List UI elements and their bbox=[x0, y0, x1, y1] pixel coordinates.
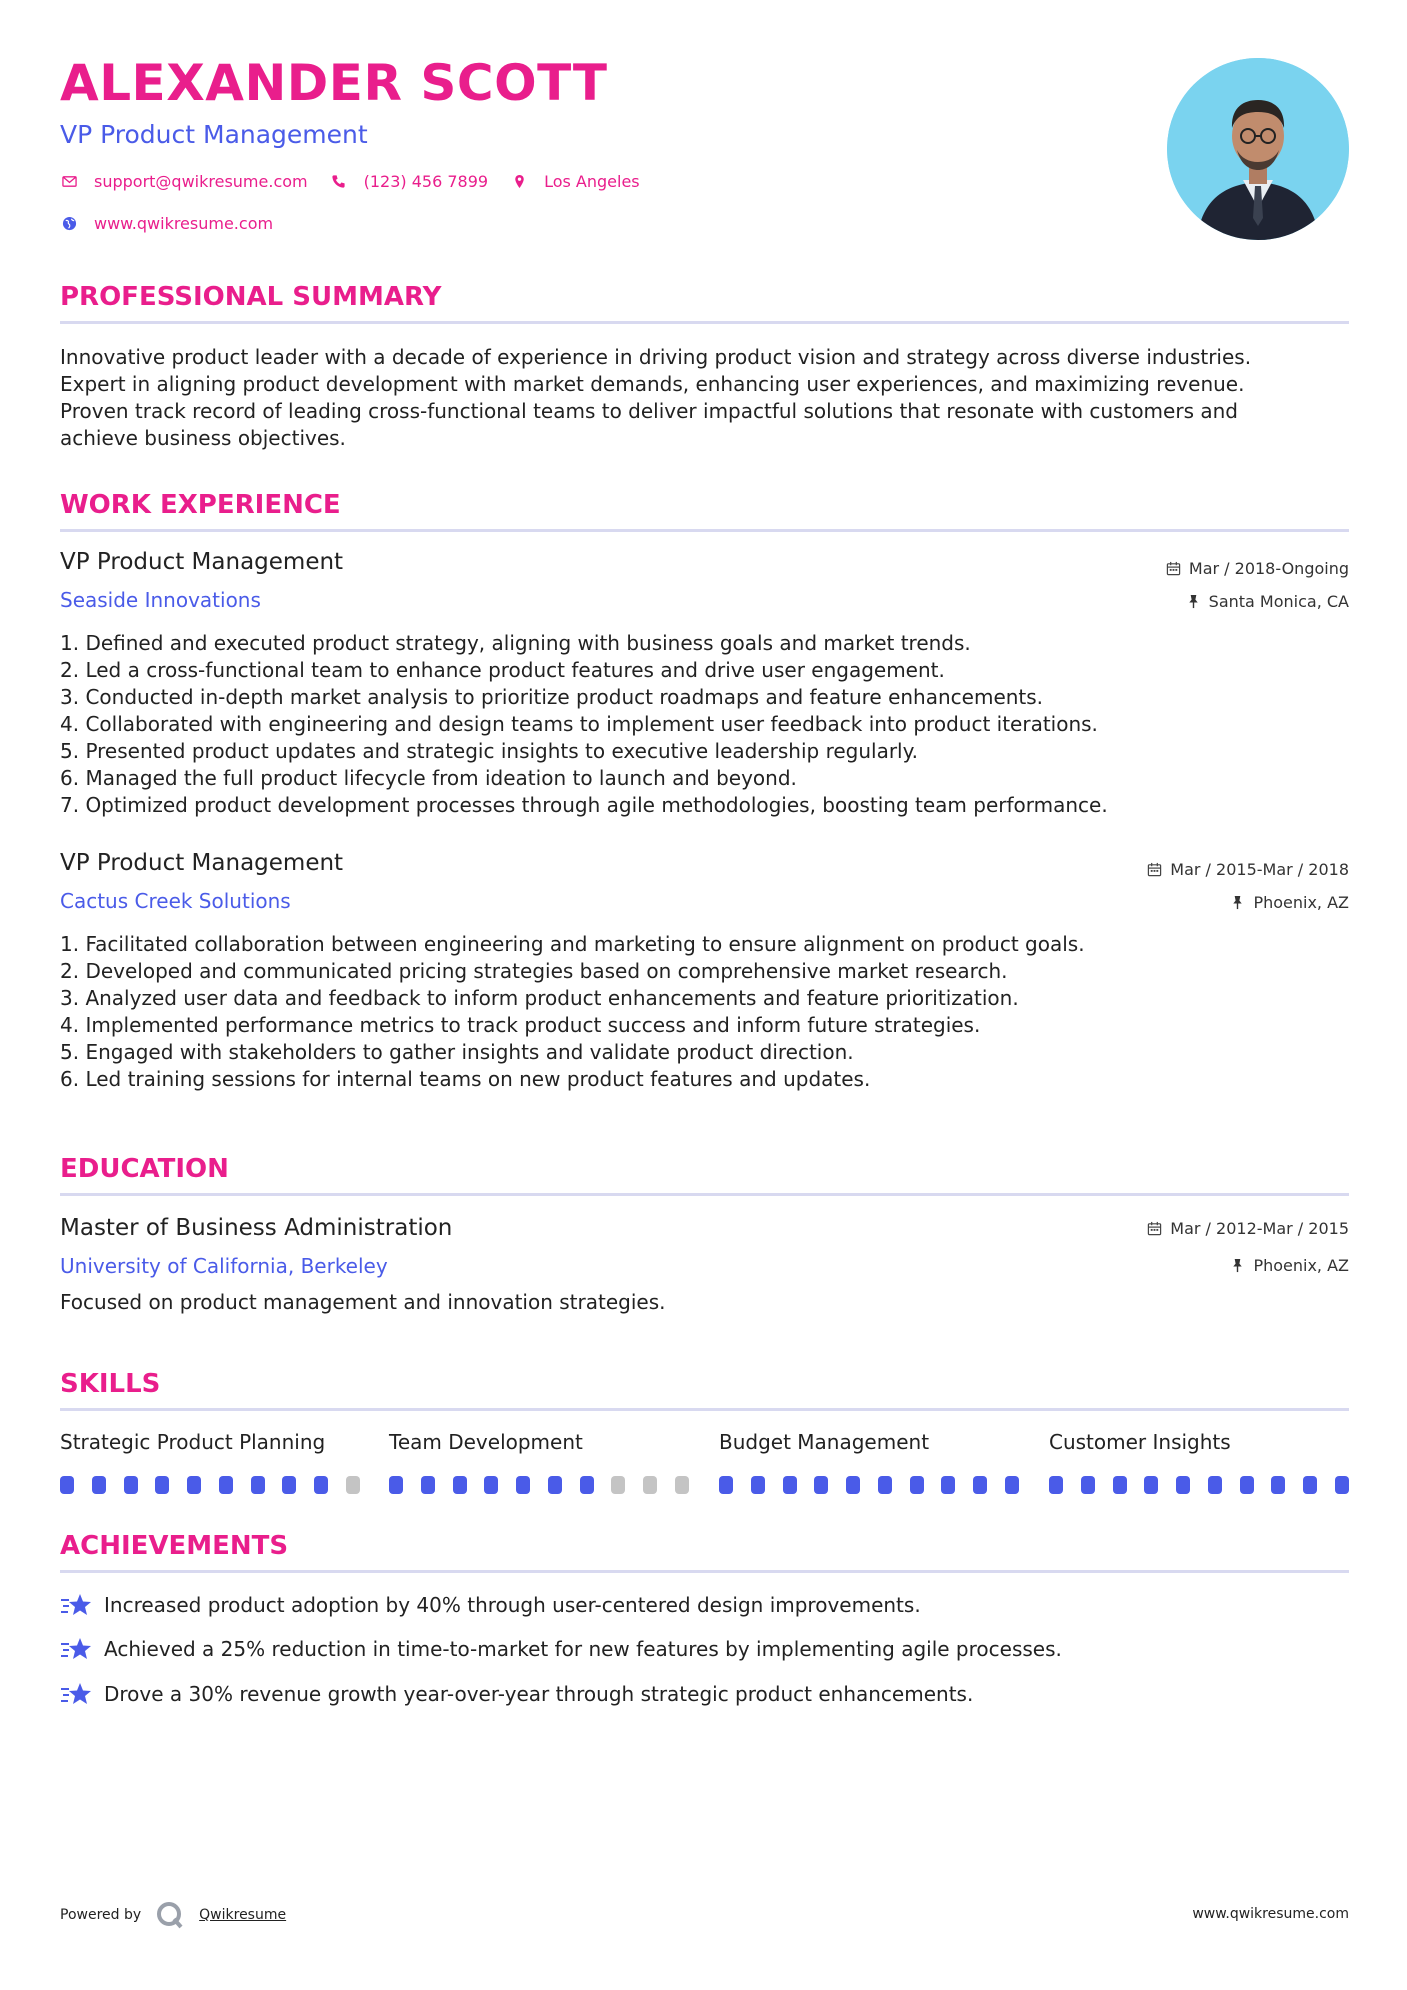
skill-dot-filled bbox=[1049, 1476, 1063, 1494]
education-location-text: Phoenix, AZ bbox=[1253, 1256, 1349, 1275]
achievement-text: Increased product adoption by 40% through user-centered design improvements. bbox=[104, 1593, 921, 1617]
website-row bbox=[60, 214, 295, 233]
education-location bbox=[1230, 1256, 1349, 1275]
calendar-icon bbox=[1166, 561, 1181, 576]
email-text: support@qwikresume.com bbox=[94, 172, 308, 191]
job-location-text: Phoenix, AZ bbox=[1253, 893, 1349, 912]
skill-dot-filled bbox=[1005, 1476, 1019, 1494]
skill-dot-filled bbox=[814, 1476, 828, 1494]
candidate-name: ALEXANDER SCOTT bbox=[60, 54, 608, 112]
calendar-icon bbox=[1147, 1221, 1162, 1236]
summary-divider bbox=[60, 321, 1349, 324]
summary-line: Innovative product leader with a decade of experience in driving product vision and strategy across diverse industries. bbox=[60, 345, 1252, 369]
phone-icon bbox=[330, 173, 348, 191]
skill-dot-empty bbox=[675, 1476, 689, 1494]
job-company: Seaside Innovations bbox=[60, 588, 261, 612]
skill-name: Strategic Product Planning bbox=[60, 1430, 326, 1454]
achievements-heading: ACHIEVEMENTS bbox=[60, 1531, 289, 1561]
skill-dot-filled bbox=[1208, 1476, 1222, 1494]
job-bullet: 6. Managed the full product lifecycle from ideation to launch and beyond. bbox=[60, 766, 797, 790]
skill-dot-filled bbox=[1303, 1476, 1317, 1494]
achievement-item bbox=[60, 1681, 973, 1707]
skill-dot-filled bbox=[389, 1476, 403, 1494]
footer-website[interactable]: www.qwikresume.com bbox=[1192, 1906, 1349, 1922]
skill-item bbox=[719, 1430, 1019, 1494]
skill-dot-filled bbox=[453, 1476, 467, 1494]
summary-text bbox=[60, 344, 1349, 452]
skill-item bbox=[60, 1430, 360, 1494]
skill-dot-empty bbox=[611, 1476, 625, 1494]
map-pin-icon bbox=[510, 173, 528, 191]
job-dates-text: Mar / 2015-Mar / 2018 bbox=[1170, 860, 1349, 879]
school-name: University of California, Berkeley bbox=[60, 1254, 388, 1278]
skill-dot-filled bbox=[282, 1476, 296, 1494]
skill-dot-filled bbox=[580, 1476, 594, 1494]
calendar-icon bbox=[1147, 862, 1162, 877]
skill-dot-filled bbox=[1335, 1476, 1349, 1494]
achievement-text: Achieved a 25% reduction in time-to-market for new features by implementing agile processes. bbox=[104, 1637, 1062, 1661]
job-dates-text: Mar / 2018-Ongoing bbox=[1188, 559, 1349, 578]
skill-rating bbox=[719, 1476, 1019, 1494]
summary-line: Expert in aligning product development with market demands, enhancing user experiences, and maximizing revenue. bbox=[60, 372, 1245, 396]
pushpin-icon bbox=[1230, 895, 1245, 910]
skill-dot-filled bbox=[1113, 1476, 1127, 1494]
powered-by-label: Powered by bbox=[60, 1907, 142, 1923]
skills-divider bbox=[60, 1408, 1349, 1411]
skill-dot-filled bbox=[751, 1476, 765, 1494]
envelope-icon bbox=[60, 173, 78, 191]
star-icon bbox=[60, 1681, 92, 1707]
skill-name: Budget Management bbox=[719, 1430, 930, 1454]
summary-line: Proven track record of leading cross-functional teams to deliver impactful solutions that resonate with customers and bbox=[60, 399, 1238, 423]
skill-dot-filled bbox=[219, 1476, 233, 1494]
brand-link[interactable]: Qwikresume bbox=[199, 1907, 287, 1923]
candidate-role: VP Product Management bbox=[60, 120, 368, 149]
location-text: Los Angeles bbox=[544, 172, 640, 191]
skill-dot-filled bbox=[1144, 1476, 1158, 1494]
skill-dot-filled bbox=[516, 1476, 530, 1494]
education-dates-text: Mar / 2012-Mar / 2015 bbox=[1170, 1219, 1349, 1238]
achievement-item bbox=[60, 1636, 1062, 1662]
education-divider bbox=[60, 1193, 1349, 1196]
job-bullet: 2. Led a cross-functional team to enhance product features and drive user engagement. bbox=[60, 658, 945, 682]
achievement-item bbox=[60, 1592, 921, 1618]
job-company: Cactus Creek Solutions bbox=[60, 889, 291, 913]
job-title: VP Product Management bbox=[60, 850, 344, 876]
achievement-text: Drove a 30% revenue growth year-over-year through strategic product enhancements. bbox=[104, 1682, 974, 1706]
job-dates bbox=[1147, 860, 1349, 879]
star-icon bbox=[60, 1592, 92, 1618]
skill-dot-filled bbox=[1240, 1476, 1254, 1494]
job-bullets bbox=[60, 931, 1349, 1093]
job-bullet: 1. Defined and executed product strategy, aligning with business goals and market trends. bbox=[60, 631, 971, 655]
skill-dot-filled bbox=[941, 1476, 955, 1494]
location-item bbox=[510, 172, 640, 191]
phone-item[interactable] bbox=[330, 172, 488, 191]
pushpin-icon bbox=[1230, 1258, 1245, 1273]
skill-name: Customer Insights bbox=[1049, 1430, 1231, 1454]
job-bullet: 3. Conducted in-depth market analysis to prioritize product roadmaps and feature enhancements. bbox=[60, 685, 1044, 709]
skill-item bbox=[389, 1430, 689, 1494]
skill-dot-filled bbox=[155, 1476, 169, 1494]
skill-rating bbox=[1049, 1476, 1349, 1494]
education-heading: EDUCATION bbox=[60, 1154, 229, 1184]
globe-icon bbox=[60, 215, 78, 233]
achievements-divider bbox=[60, 1570, 1349, 1573]
pushpin-icon bbox=[1186, 594, 1201, 609]
job-bullet: 6. Led training sessions for internal teams on new product features and updates. bbox=[60, 1067, 871, 1091]
skill-dot-filled bbox=[314, 1476, 328, 1494]
contact-row bbox=[60, 172, 662, 191]
education-description: Focused on product management and innovation strategies. bbox=[60, 1290, 666, 1314]
summary-line: achieve business objectives. bbox=[60, 426, 346, 450]
skill-dot-filled bbox=[1271, 1476, 1285, 1494]
summary-heading: PROFESSIONAL SUMMARY bbox=[60, 282, 442, 312]
experience-divider bbox=[60, 529, 1349, 532]
skill-item bbox=[1049, 1430, 1349, 1494]
job-bullet: 4. Implemented performance metrics to track product success and inform future strategies. bbox=[60, 1013, 981, 1037]
job-bullet: 1. Facilitated collaboration between engineering and marketing to ensure alignment on product goals. bbox=[60, 932, 1085, 956]
job-location-text: Santa Monica, CA bbox=[1208, 592, 1349, 611]
website-text: www.qwikresume.com bbox=[94, 214, 274, 233]
skill-dot-filled bbox=[1081, 1476, 1095, 1494]
skill-dot-filled bbox=[783, 1476, 797, 1494]
skill-dot-filled bbox=[92, 1476, 106, 1494]
skill-dot-filled bbox=[1176, 1476, 1190, 1494]
job-location bbox=[1186, 592, 1349, 611]
skill-rating bbox=[389, 1476, 689, 1494]
job-bullet: 4. Collaborated with engineering and design teams to implement user feedback into product iterations. bbox=[60, 712, 1098, 736]
email-item[interactable] bbox=[60, 172, 308, 191]
degree-title: Master of Business Administration bbox=[60, 1215, 453, 1241]
skill-dot-filled bbox=[124, 1476, 138, 1494]
phone-text: (123) 456 7899 bbox=[363, 172, 489, 191]
job-bullet: 5. Engaged with stakeholders to gather insights and validate product direction. bbox=[60, 1040, 854, 1064]
skill-dot-filled bbox=[846, 1476, 860, 1494]
job-bullets bbox=[60, 630, 1349, 819]
resume-page bbox=[60, 0, 1349, 1990]
education-dates bbox=[1147, 1219, 1349, 1238]
skill-dot-filled bbox=[251, 1476, 265, 1494]
skill-dot-filled bbox=[60, 1476, 74, 1494]
skill-dot-filled bbox=[548, 1476, 562, 1494]
job-title: VP Product Management bbox=[60, 549, 344, 575]
website-item[interactable] bbox=[60, 214, 273, 233]
profile-photo-illustration bbox=[1167, 58, 1349, 240]
job-bullet: 5. Presented product updates and strategic insights to executive leadership regularly. bbox=[60, 739, 918, 763]
job-bullet: 7. Optimized product development processes through agile methodologies, boosting team performance. bbox=[60, 793, 1108, 817]
job-dates bbox=[1166, 559, 1349, 578]
skill-dot-filled bbox=[878, 1476, 892, 1494]
skill-dot-filled bbox=[484, 1476, 498, 1494]
skill-dot-filled bbox=[187, 1476, 201, 1494]
job-location bbox=[1230, 893, 1349, 912]
skill-dot-empty bbox=[346, 1476, 360, 1494]
skills-heading: SKILLS bbox=[60, 1369, 161, 1399]
experience-heading: WORK EXPERIENCE bbox=[60, 490, 341, 520]
job-bullet: 3. Analyzed user data and feedback to inform product enhancements and feature prioritization. bbox=[60, 986, 1019, 1010]
star-icon bbox=[60, 1636, 92, 1662]
skill-dot-filled bbox=[910, 1476, 924, 1494]
skill-name: Team Development bbox=[389, 1430, 583, 1454]
skill-dot-filled bbox=[973, 1476, 987, 1494]
footer-powered-by bbox=[60, 1900, 286, 1930]
profile-photo bbox=[1167, 58, 1349, 240]
skill-dot-filled bbox=[421, 1476, 435, 1494]
skill-dot-empty bbox=[643, 1476, 657, 1494]
skill-rating bbox=[60, 1476, 360, 1494]
skill-dot-filled bbox=[719, 1476, 733, 1494]
qwikresume-logo-icon bbox=[155, 1900, 185, 1930]
job-bullet: 2. Developed and communicated pricing strategies based on comprehensive market research. bbox=[60, 959, 1008, 983]
